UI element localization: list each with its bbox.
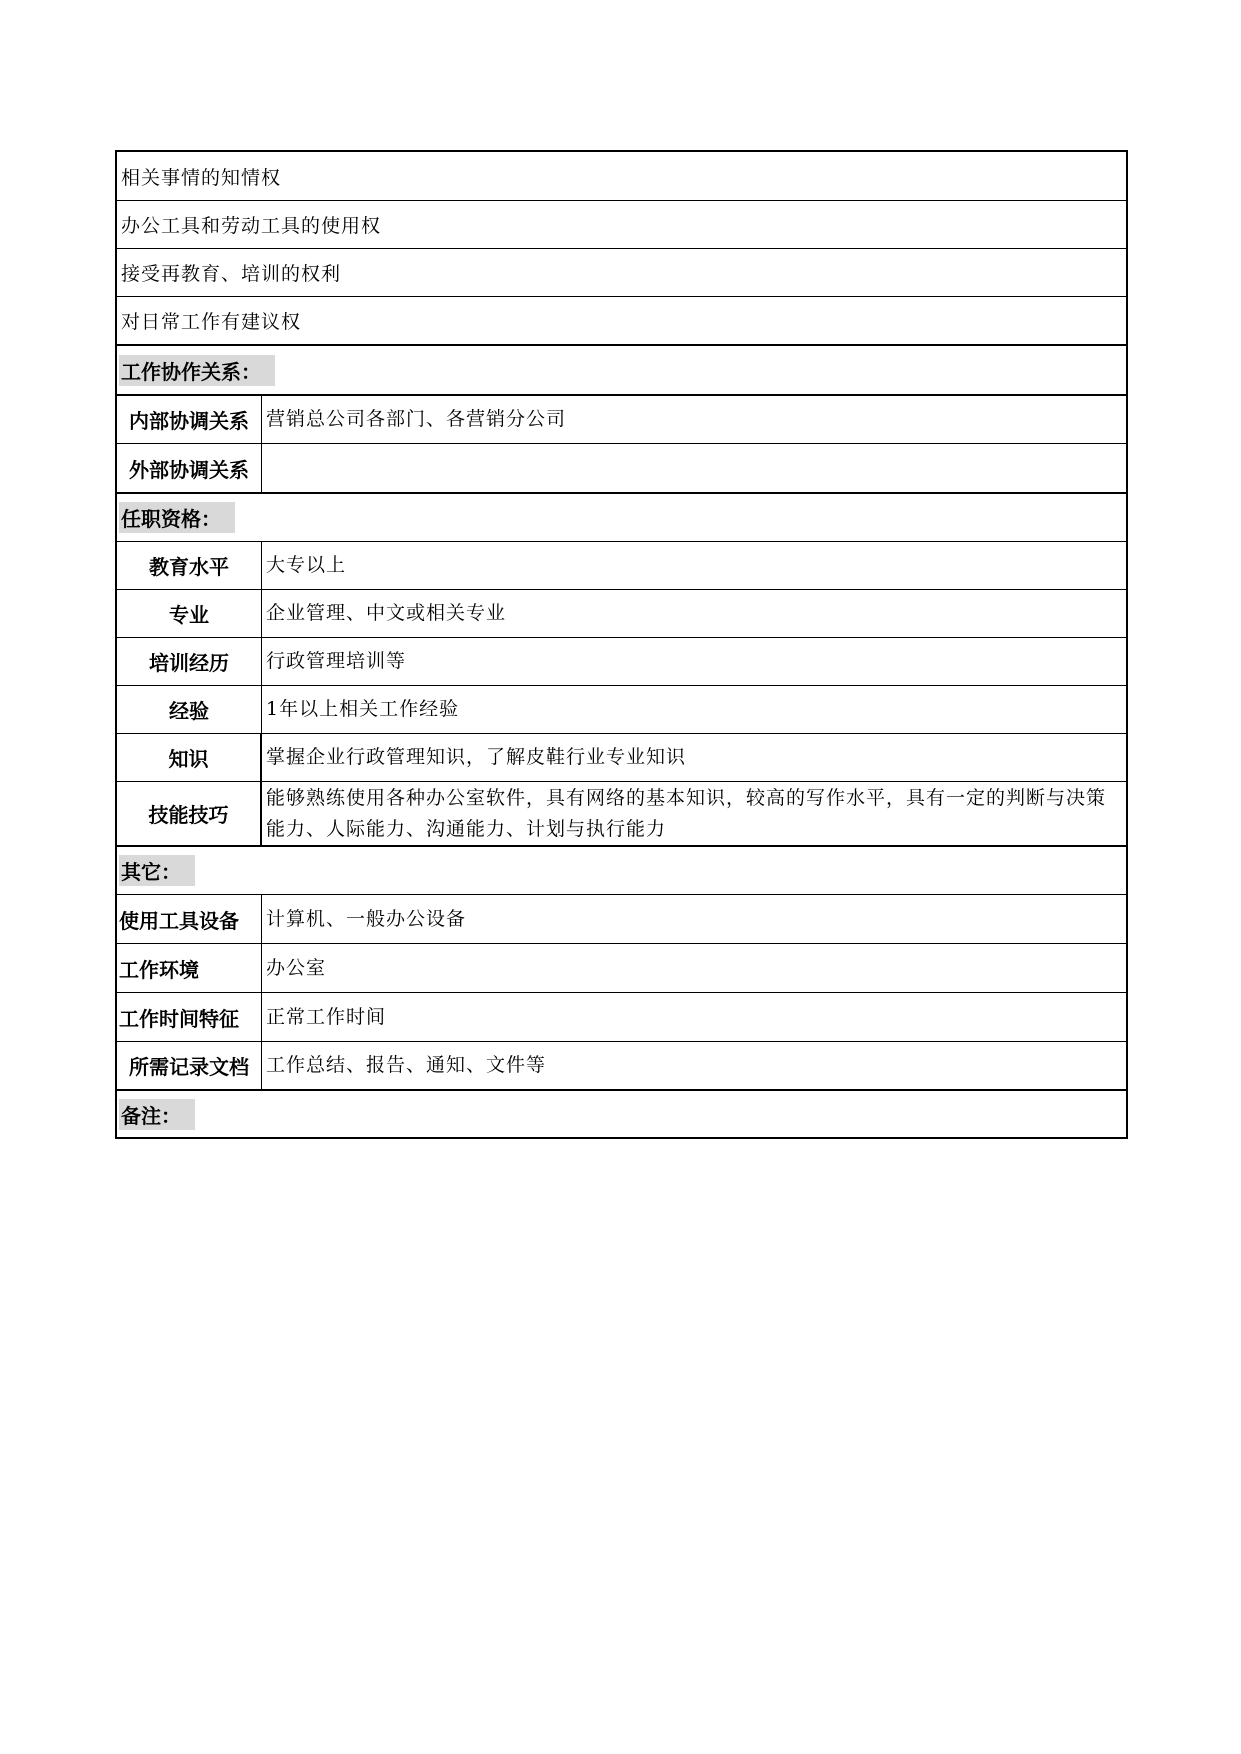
internal-coordination-value: 营销总公司各部门、各营销分公司 bbox=[266, 408, 567, 430]
skills-label: 技能技巧 bbox=[117, 782, 262, 845]
records-row bbox=[117, 1041, 1126, 1089]
experience-value: 1年以上相关工作经验 bbox=[266, 698, 460, 720]
training-value: 行政管理培训等 bbox=[266, 650, 407, 672]
cooperation-heading: 工作协作关系： bbox=[119, 355, 275, 386]
internal-coordination-label: 内部协调关系 bbox=[117, 396, 262, 443]
qualifications-section-header bbox=[117, 492, 1126, 541]
rights-row bbox=[117, 152, 1126, 200]
education-label: 教育水平 bbox=[117, 542, 262, 589]
experience-label: 经验 bbox=[117, 686, 262, 733]
other-section-header bbox=[117, 845, 1126, 894]
notes-heading: 备注： bbox=[119, 1099, 195, 1130]
education-value: 大专以上 bbox=[266, 554, 347, 576]
major-label: 专业 bbox=[117, 590, 262, 637]
knowledge-row bbox=[117, 733, 1126, 781]
tools-label: 使用工具设备 bbox=[117, 895, 262, 943]
skills-row bbox=[117, 781, 1126, 845]
education-row bbox=[117, 541, 1126, 589]
environment-label: 工作环境 bbox=[117, 944, 262, 992]
knowledge-label: 知识 bbox=[117, 734, 262, 781]
right-item: 相关事情的知情权 bbox=[121, 166, 282, 189]
environment-value: 办公室 bbox=[266, 956, 327, 979]
external-coordination-value bbox=[262, 444, 1126, 492]
internal-coordination-row bbox=[117, 394, 1126, 443]
other-heading: 其它： bbox=[119, 855, 195, 886]
knowledge-value: 掌握企业行政管理知识，了解皮鞋行业专业知识 bbox=[266, 746, 687, 768]
records-value: 工作总结、报告、通知、文件等 bbox=[266, 1054, 547, 1076]
records-label: 所需记录文档 bbox=[117, 1042, 262, 1089]
qualifications-heading: 任职资格： bbox=[119, 502, 235, 533]
job-description-table bbox=[115, 150, 1128, 1139]
right-item: 办公工具和劳动工具的使用权 bbox=[121, 215, 382, 237]
work-time-row bbox=[117, 992, 1126, 1041]
work-time-value: 正常工作时间 bbox=[266, 1005, 387, 1028]
rights-row bbox=[117, 200, 1126, 248]
experience-row bbox=[117, 685, 1126, 733]
rights-row bbox=[117, 296, 1126, 344]
tools-row bbox=[117, 894, 1126, 943]
work-time-label: 工作时间特征 bbox=[117, 993, 262, 1041]
right-item: 对日常工作有建议权 bbox=[121, 311, 302, 333]
notes-section-header bbox=[117, 1089, 1126, 1137]
right-item: 接受再教育、培训的权利 bbox=[121, 263, 342, 285]
environment-row bbox=[117, 943, 1126, 992]
external-coordination-label: 外部协调关系 bbox=[117, 444, 262, 492]
tools-value: 计算机、一般办公设备 bbox=[266, 907, 467, 930]
external-coordination-row bbox=[117, 443, 1126, 492]
training-label: 培训经历 bbox=[117, 638, 262, 685]
rights-row bbox=[117, 248, 1126, 296]
training-row bbox=[117, 637, 1126, 685]
skills-value: 能够熟练使用各种办公室软件，具有网络的基本知识，较高的写作水平，具有一定的判断与决策能力、人际能力、沟通能力、计划与执行能力 bbox=[266, 786, 1107, 840]
cooperation-section-header bbox=[117, 344, 1126, 394]
major-value: 企业管理、中文或相关专业 bbox=[266, 602, 507, 624]
major-row bbox=[117, 589, 1126, 637]
